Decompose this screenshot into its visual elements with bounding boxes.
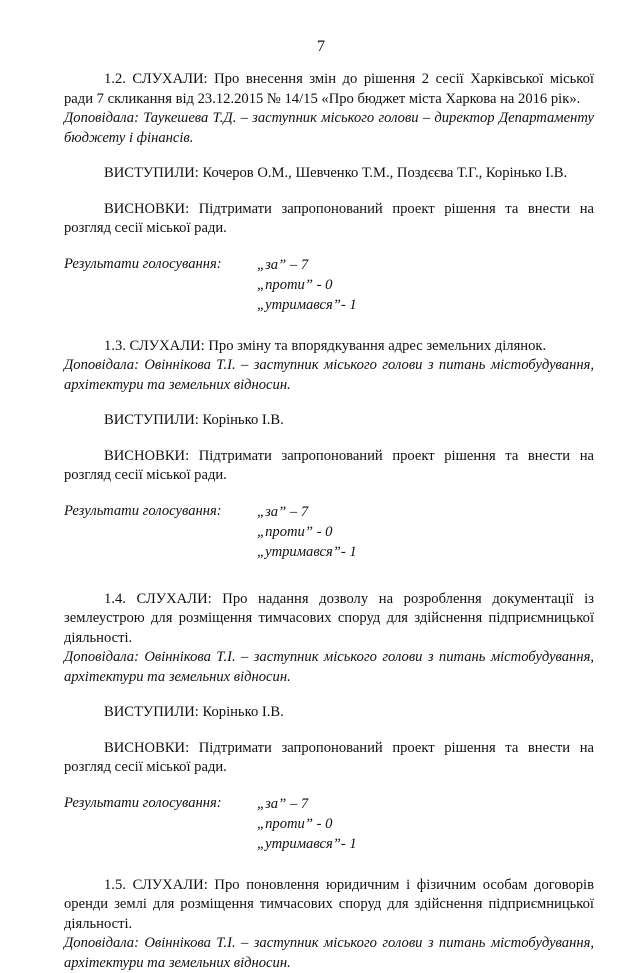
vote-abstained: „утримався”- 1 <box>257 834 357 854</box>
reporter-paragraph: Доповідала: Овіннікова Т.І. – заступник міського голови з питань містобудування, архітектури та земельних відносин. <box>64 648 594 687</box>
heard-paragraph: 1.2. СЛУХАЛИ: Про внесення змін до рішення 2 сесії Харківської міської ради 7 скликання від 23.12.2015 № 14/15 «Про бюджет міста Харкова на 2016 рік». <box>64 70 594 109</box>
vote-results <box>64 794 594 854</box>
vote-against: „проти” - 0 <box>257 814 357 834</box>
speakers-paragraph: ВИСТУПИЛИ: Корінько І.В. <box>64 703 594 723</box>
vote-against: „проти” - 0 <box>257 275 357 295</box>
agenda-item-1-2 <box>64 70 594 315</box>
conclusions-paragraph: ВИСНОВКИ: Підтримати запропонований проект рішення та внести на розгляд сесії міської ради. <box>64 739 594 778</box>
vote-for: „за” – 7 <box>257 794 357 814</box>
vote-abstained: „утримався”- 1 <box>257 295 357 315</box>
conclusions-paragraph: ВИСНОВКИ: Підтримати запропонований проект рішення та внести на розгляд сесії міської ради. <box>64 200 594 239</box>
vote-results-values <box>257 502 357 562</box>
reporter-paragraph: Доповідала: Овіннікова Т.І. – заступник міського голови з питань містобудування, архітектури та земельних відносин. <box>64 934 594 973</box>
speakers-paragraph: ВИСТУПИЛИ: Кочеров О.М., Шевченко Т.М., Поздєєва Т.Г., Корінько І.В. <box>64 164 594 184</box>
agenda-item-1-3 <box>64 337 594 562</box>
heard-paragraph: 1.5. СЛУХАЛИ: Про поновлення юридичним і фізичним особам договорів оренди землі для розміщення тимчасових споруд для здійснення підприємницької діяльності. <box>64 876 594 935</box>
speakers-paragraph: ВИСТУПИЛИ: Корінько І.В. <box>64 411 594 431</box>
heard-paragraph: 1.3. СЛУХАЛИ: Про зміну та впорядкування адрес земельних ділянок. <box>64 337 594 357</box>
page-number: 7 <box>0 38 642 56</box>
document-body <box>64 70 594 973</box>
vote-results-label: Результати голосування: <box>64 794 257 854</box>
reporter-paragraph: Доповідала: Таукешева Т.Д. – заступник міського голови – директор Департаменту бюджету і фінансів. <box>64 109 594 148</box>
vote-against: „проти” - 0 <box>257 522 357 542</box>
vote-results-values <box>257 794 357 854</box>
vote-results-label: Результати голосування: <box>64 502 257 562</box>
vote-results-values <box>257 255 357 315</box>
heard-paragraph: 1.4. СЛУХАЛИ: Про надання дозволу на розроблення документації із землеустрою для розміщення тимчасових споруд для здійснення підприємницької діяльності. <box>64 590 594 649</box>
agenda-item-1-5 <box>64 876 594 973</box>
vote-for: „за” – 7 <box>257 255 357 275</box>
vote-results-label: Результати голосування: <box>64 255 257 315</box>
vote-abstained: „утримався”- 1 <box>257 542 357 562</box>
conclusions-paragraph: ВИСНОВКИ: Підтримати запропонований проект рішення та внести на розгляд сесії міської ради. <box>64 447 594 486</box>
vote-for: „за” – 7 <box>257 502 357 522</box>
vote-results <box>64 502 594 562</box>
agenda-item-1-4 <box>64 590 594 854</box>
vote-results <box>64 255 594 315</box>
reporter-paragraph: Доповідала: Овіннікова Т.І. – заступник міського голови з питань містобудування, архітектури та земельних відносин. <box>64 356 594 395</box>
